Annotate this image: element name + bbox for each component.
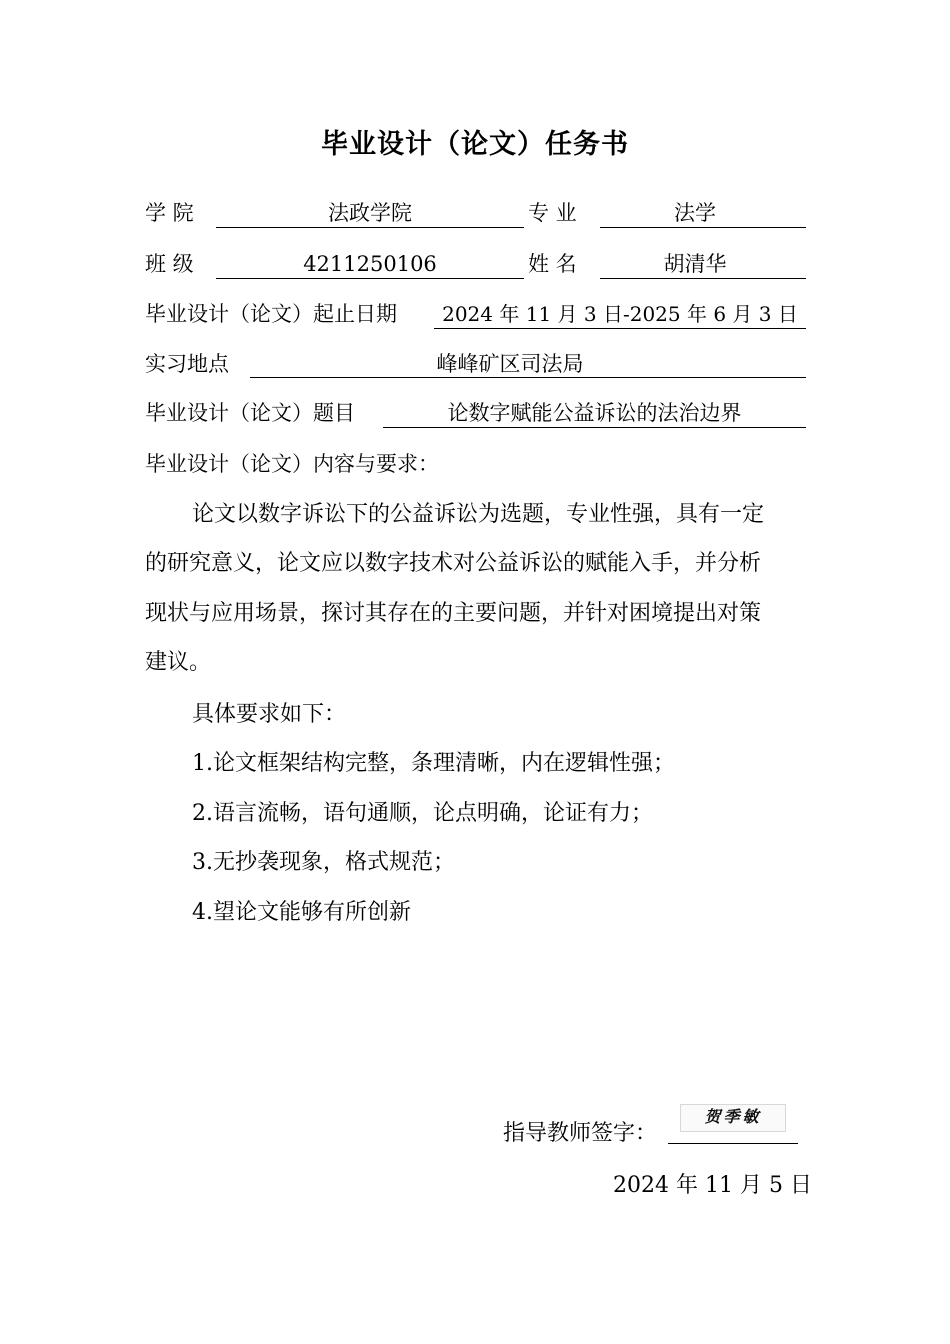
location-value: 峰峰矿区司法局 [436,352,584,376]
requirement-item: 1.论文框架结构完整，条理清晰，内在逻辑性强； [192,751,675,776]
content-label: 毕业设计（论文）内容与要求： [145,452,439,476]
requirement-item: 2.语言流畅，语句通顺，论点明确，论证有力； [192,801,653,826]
name-label: 姓 名 [528,252,577,276]
document-title: 毕业设计（论文）任务书 [321,129,629,160]
signature-label: 指导教师签字： [503,1121,658,1146]
paragraph-line: 建议。 [145,650,212,675]
requirement-item: 3.无抄袭现象，格式规范； [192,850,455,875]
college-value: 法政学院 [328,201,412,225]
location-label: 实习地点 [145,352,229,376]
class-value: 4211250106 [303,252,437,276]
sign-date: 2024 年 11 月 5 日 [613,1173,812,1198]
requirement-item: 4.望论文能够有所创新 [192,900,411,925]
topic-label: 毕业设计（论文）题目 [145,401,355,425]
major-value: 法学 [674,201,716,225]
handwritten-signature-image [680,1104,786,1132]
period-value: 2024 年 11 月 3 日-2025 年 6 月 3 日 [442,302,798,326]
topic-value: 论数字赋能公益诉讼的法治边界 [447,401,742,425]
class-label: 班 级 [145,252,194,276]
major-label: 专 业 [528,201,577,225]
name-value: 胡清华 [663,252,727,276]
college-label: 学 院 [145,201,194,225]
signature-name: 贺季敏 [704,1107,762,1126]
paragraph-line: 的研究意义，论文应以数字技术对公益诉讼的赋能入手，并分析 [145,551,762,576]
paragraph-line: 现状与应用场景，探讨其存在的主要问题，并针对困境提出对策 [145,601,762,626]
period-label: 毕业设计（论文）起止日期 [145,302,397,326]
paragraph-line: 论文以数字诉讼下的公益诉讼为选题，专业性强，具有一定 [192,502,765,527]
requirements-intro: 具体要求如下： [192,702,347,727]
signature-underline [668,1143,798,1144]
